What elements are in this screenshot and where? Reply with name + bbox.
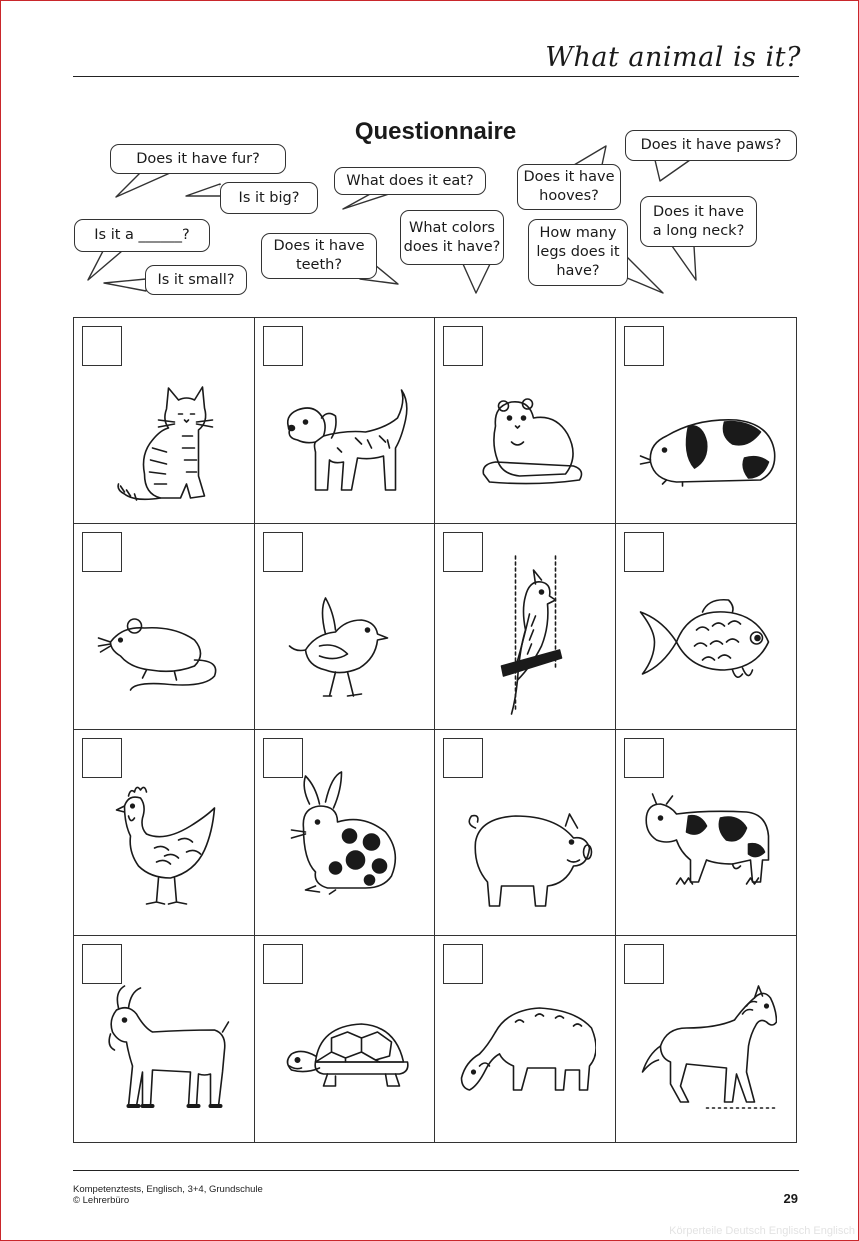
animal-cell-cat [74,318,255,524]
animal-cell-bird [255,524,436,730]
animal-cell-rabbit [255,730,436,936]
tortoise-icon [275,962,416,1132]
guinea-pig-icon [636,344,777,514]
animal-cell-hen [74,730,255,936]
bubble-teeth: Does it have teeth? [261,233,377,279]
animal-cell-guinea-pig [616,318,797,524]
footer-line-1: Kompetenztests, Englisch, 3+4, Grundschule [73,1184,263,1195]
bubble-is-it-a: Is it a ______? [74,219,210,252]
bubble-small: Is it small? [145,265,247,295]
pig-icon [455,756,596,926]
hen-icon [94,756,235,926]
animal-cell-horse [616,936,797,1142]
footer-credits [73,1184,263,1206]
bubble-legs: How many legs does it have? [528,219,628,286]
bubble-neck: Does it have a long neck? [640,196,757,247]
bubble-fur: Does it have fur? [110,144,286,174]
animal-cell-cow [616,730,797,936]
watermark: Körperteile Deutsch Englisch Englisch [669,1225,855,1237]
sheep-icon [455,962,596,1132]
animal-cell-hamster [435,318,616,524]
rabbit-icon [275,756,416,926]
animal-cell-dog [255,318,436,524]
bubble-big: Is it big? [220,182,318,214]
page-title: What animal is it? [545,42,801,73]
page-number: 29 [783,1191,798,1206]
cat-icon [94,344,235,514]
animal-grid [73,317,797,1143]
animal-cell-mouse [74,524,255,730]
animal-cell-pig [435,730,616,936]
goat-icon [94,962,235,1132]
dog-icon [275,344,416,514]
bird-icon [275,550,416,720]
parrot-icon [455,550,596,720]
bubble-hooves: Does it have hooves? [517,164,621,210]
animal-cell-parrot [435,524,616,730]
questionnaire-heading: Questionnaire [354,118,517,145]
footer-line-2: © Lehrerbüro [73,1195,130,1206]
bubble-paws: Does it have paws? [625,130,797,161]
horse-icon [636,962,777,1132]
bubble-colors: What colors does it have? [400,210,504,265]
animal-cell-sheep [435,936,616,1142]
animal-cell-fish [616,524,797,730]
cow-icon [636,756,777,926]
fish-icon [636,550,777,720]
animal-cell-tortoise [255,936,436,1142]
animal-cell-goat [74,936,255,1142]
footer-rule [73,1170,799,1171]
mouse-icon [94,550,235,720]
bubble-eat: What does it eat? [334,167,486,195]
hamster-icon [455,344,596,514]
